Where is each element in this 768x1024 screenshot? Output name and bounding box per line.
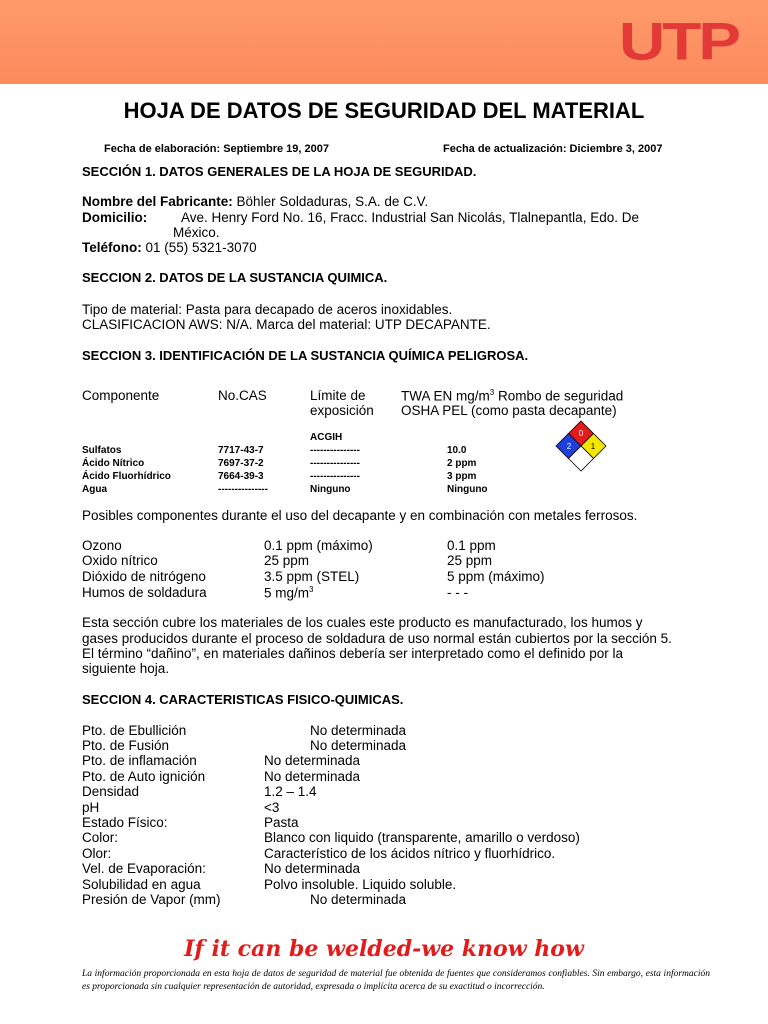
gas-value-2: 5 ppm (máximo) — [447, 569, 545, 584]
gas-name: Dióxido de nitrógeno — [82, 569, 206, 584]
col-limite-1: Límite de — [310, 388, 366, 403]
component-twa: 2 ppm — [447, 458, 477, 469]
document-title: HOJA DE DATOS DE SEGURIDAD DEL MATERIAL — [123, 98, 645, 123]
gas-value-2: 0.1 ppm — [447, 538, 496, 553]
col-osha: OSHA PEL (como pasta decapante) — [401, 403, 617, 418]
prop-value: No determinada — [310, 723, 407, 738]
fecha-actualizacion: Fecha de actualización: Diciembre 3, 2007 — [443, 143, 663, 155]
prop-label: Pto. de Fusión — [82, 738, 170, 753]
prop-label: Presión de Vapor (mm) — [82, 892, 221, 907]
nfpa-fire-value: 0 — [578, 429, 584, 438]
utp-logo: UTP — [619, 11, 738, 71]
telefono-value: 01 (55) 5321-3070 — [145, 240, 257, 255]
prop-label: Estado Físico: — [82, 815, 168, 830]
prop-value: 1.2 – 1.4 — [264, 784, 317, 799]
prop-label: Pto. de Ebullición — [82, 723, 187, 738]
col-cas: No.CAS — [218, 388, 267, 403]
prop-label: Solubilidad en agua — [82, 877, 201, 892]
component-twa: Ninguno — [447, 484, 488, 495]
component-cas: 7697-37-2 — [218, 458, 264, 469]
gas-name: Humos de soldadura — [82, 585, 207, 600]
component-limit: --------------- — [310, 445, 360, 456]
prop-value: Blanco con liquido (transparente, amarillo o verdoso) — [264, 830, 580, 845]
section-2-heading: SECCION 2. DATOS DE LA SUSTANCIA QUIMICA. — [82, 270, 388, 285]
section-3-heading: SECCION 3. IDENTIFICACIÓN DE LA SUSTANCIA QUÍMICA PELIGROSA. — [82, 348, 529, 363]
domicilio-line-1: Ave. Henry Ford No. 16, Fracc. Industrial San Nicolás, Tlalnepantla, Edo. De — [181, 210, 639, 225]
paragraph-line: El término “dañino”, en materiales dañinos debería ser interpretado como el definido por la — [82, 646, 624, 661]
gas-value-2: 25 ppm — [447, 553, 493, 568]
gas-name: Oxido nítrico — [82, 553, 158, 568]
prop-value: No determinada — [264, 769, 361, 784]
disclaimer: La información proporcionada en esta hoja de datos de seguridad de material fue obtenida de fuentes que consideramos confiables. Sin embargo, esta información es proporcionada sin cualquier representación de autoridad, expresada o implícita acerca de su exactitud o incorrección. — [82, 969, 710, 992]
telefono-line — [82, 240, 257, 255]
prop-value: No determinada — [310, 738, 407, 753]
prop-label: Densidad — [82, 784, 140, 799]
fabricante-label: Nombre del Fabricante: — [82, 194, 233, 209]
telefono-label: Teléfono: — [82, 240, 142, 255]
paragraph-line: siguiente hoja. — [82, 661, 170, 676]
prop-label: Pto. de inflamación — [82, 753, 197, 768]
header-banner — [0, 0, 768, 84]
gas-name: Ozono — [82, 538, 122, 553]
gas-value-1: 25 ppm — [264, 553, 310, 568]
gas-value-1: 0.1 ppm (máximo) — [264, 538, 373, 553]
prop-label: Color: — [82, 830, 119, 845]
domicilio-label: Domicilio: — [82, 210, 148, 225]
col-twa: TWA EN $mg/m^3$ Rombo de seguridad — [401, 388, 624, 404]
component-twa: 10.0 — [447, 445, 467, 456]
paragraph-line: Esta sección cubre los materiales de los cuales este producto es manufacturado, los humos y — [82, 615, 643, 630]
gas-value-2: - - - — [447, 585, 468, 600]
paragraph-line: gases producidos durante el proceso de soldadura de uso normal están cubiertos por la sección 5. — [82, 631, 672, 646]
nfpa-diamond-icon — [555, 420, 607, 472]
component-name: Ácido Fluorhídrico — [82, 471, 171, 482]
prop-value: No determinada — [264, 861, 361, 876]
acgih-label: ACGIH — [310, 432, 343, 443]
prop-label: Olor: — [82, 846, 112, 861]
component-limit: --------------- — [310, 471, 360, 482]
gas-value-1: 3.5 ppm (STEL) — [264, 569, 360, 584]
prop-label: pH — [82, 800, 100, 815]
prop-label: Pto. de Auto ignición — [82, 769, 206, 784]
nfpa-reactivity-value: 1 — [590, 442, 596, 451]
component-name: Agua — [82, 484, 107, 495]
col-limite-2: exposición — [310, 403, 374, 418]
component-limit: Ninguno — [310, 484, 351, 495]
prop-value: No determinada — [264, 753, 361, 768]
component-name: Sulfatos — [82, 445, 122, 456]
clasificacion-aws: CLASIFICACION AWS: N/A. Marca del material: UTP DECAPANTE. — [82, 317, 491, 332]
prop-value: Pasta — [264, 815, 299, 830]
fabricante-line — [82, 194, 428, 209]
prop-label: Vel. de Evaporación: — [82, 861, 206, 876]
component-cas: 7664-39-3 — [218, 471, 264, 482]
tipo-material: Tipo de material: Pasta para decapado de aceros inoxidables. — [82, 302, 453, 317]
prop-value: Polvo insoluble. Liquido soluble. — [264, 877, 457, 892]
posibles-componentes: Posibles componentes durante el uso del decapante y en combinación con metales ferrosos. — [82, 508, 638, 523]
component-limit: --------------- — [310, 458, 360, 469]
component-cas: 7717-43-7 — [218, 445, 264, 456]
slogan: If it can be welded-we know how — [184, 936, 584, 962]
domicilio-line-2: México. — [173, 225, 220, 240]
fabricante-value: Böhler Soldaduras, S.A. de C.V. — [236, 194, 429, 209]
fecha-elaboracion: Fecha de elaboración: Septiembre 19, 2007 — [104, 143, 329, 155]
prop-value: No determinada — [310, 892, 407, 907]
nfpa-health-value: 2 — [566, 442, 572, 451]
col-componente: Componente — [82, 388, 160, 403]
section-1-heading: SECCIÓN 1. DATOS GENERALES DE LA HOJA DE SEGURIDAD. — [82, 164, 477, 179]
gas-value-1: 5 $mg/m^3$ — [264, 585, 314, 601]
component-cas: --------------- — [218, 484, 268, 495]
prop-value: Característico de los ácidos nítrico y fluorhídrico. — [264, 846, 556, 861]
section-4-heading: SECCION 4. CARACTERISTICAS FISICO-QUIMICAS. — [82, 692, 404, 707]
component-twa: 3 ppm — [447, 471, 477, 482]
component-name: Ácido Nítrico — [82, 458, 145, 469]
prop-value: <3 — [264, 800, 280, 815]
